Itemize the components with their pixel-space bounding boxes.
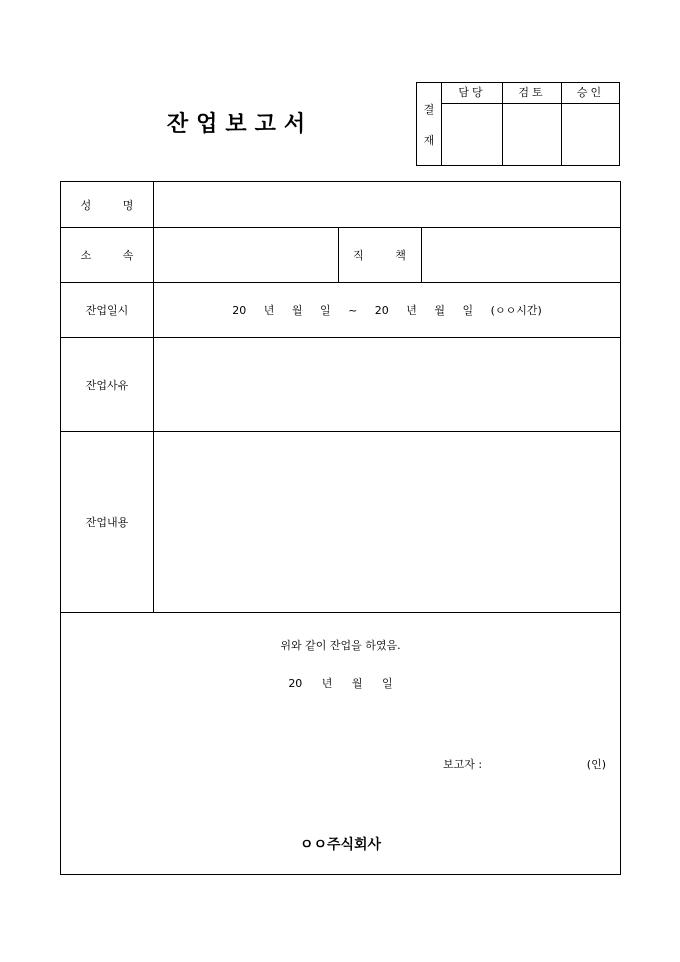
dept-label: 소 속	[61, 228, 154, 282]
content-label: 잔업내용	[61, 432, 154, 612]
datetime-value: 20 년 월 일 ~ 20 년 월 일 (ㅇㅇ시간)	[232, 304, 542, 317]
name-label: 성 명	[61, 182, 154, 227]
position-label: 직 책	[353, 249, 420, 262]
approval-head-manager: 담당	[442, 83, 502, 104]
reason-row	[61, 338, 620, 432]
name-row	[61, 182, 620, 228]
reporter-label: 보고자 :	[443, 758, 483, 771]
approval-head-approve: 승인	[562, 83, 619, 104]
dept-row	[61, 228, 620, 283]
approval-side-label	[417, 83, 442, 165]
approval-box	[416, 82, 620, 166]
approval-col-review	[503, 83, 562, 165]
seal-mark: (인)	[586, 758, 606, 771]
approval-side-bottom: 재	[423, 133, 435, 147]
company-name: ㅇㅇ주식회사	[299, 837, 382, 853]
reason-label: 잔업사유	[61, 338, 154, 431]
content-row	[61, 432, 620, 613]
approval-head-review: 검토	[503, 83, 561, 104]
approval-col-approve	[562, 83, 619, 165]
approval-side-top: 결	[423, 102, 435, 116]
position-separator	[421, 228, 422, 282]
datetime-row	[61, 283, 620, 338]
footer-date: 20 년 월 일	[288, 677, 393, 690]
approval-col-manager	[442, 83, 503, 165]
statement-text: 위와 같이 잔업을 하였음.	[280, 639, 401, 652]
datetime-label: 잔업일시	[61, 283, 154, 337]
overtime-form	[60, 181, 621, 875]
document-title: 잔업보고서	[166, 111, 314, 137]
